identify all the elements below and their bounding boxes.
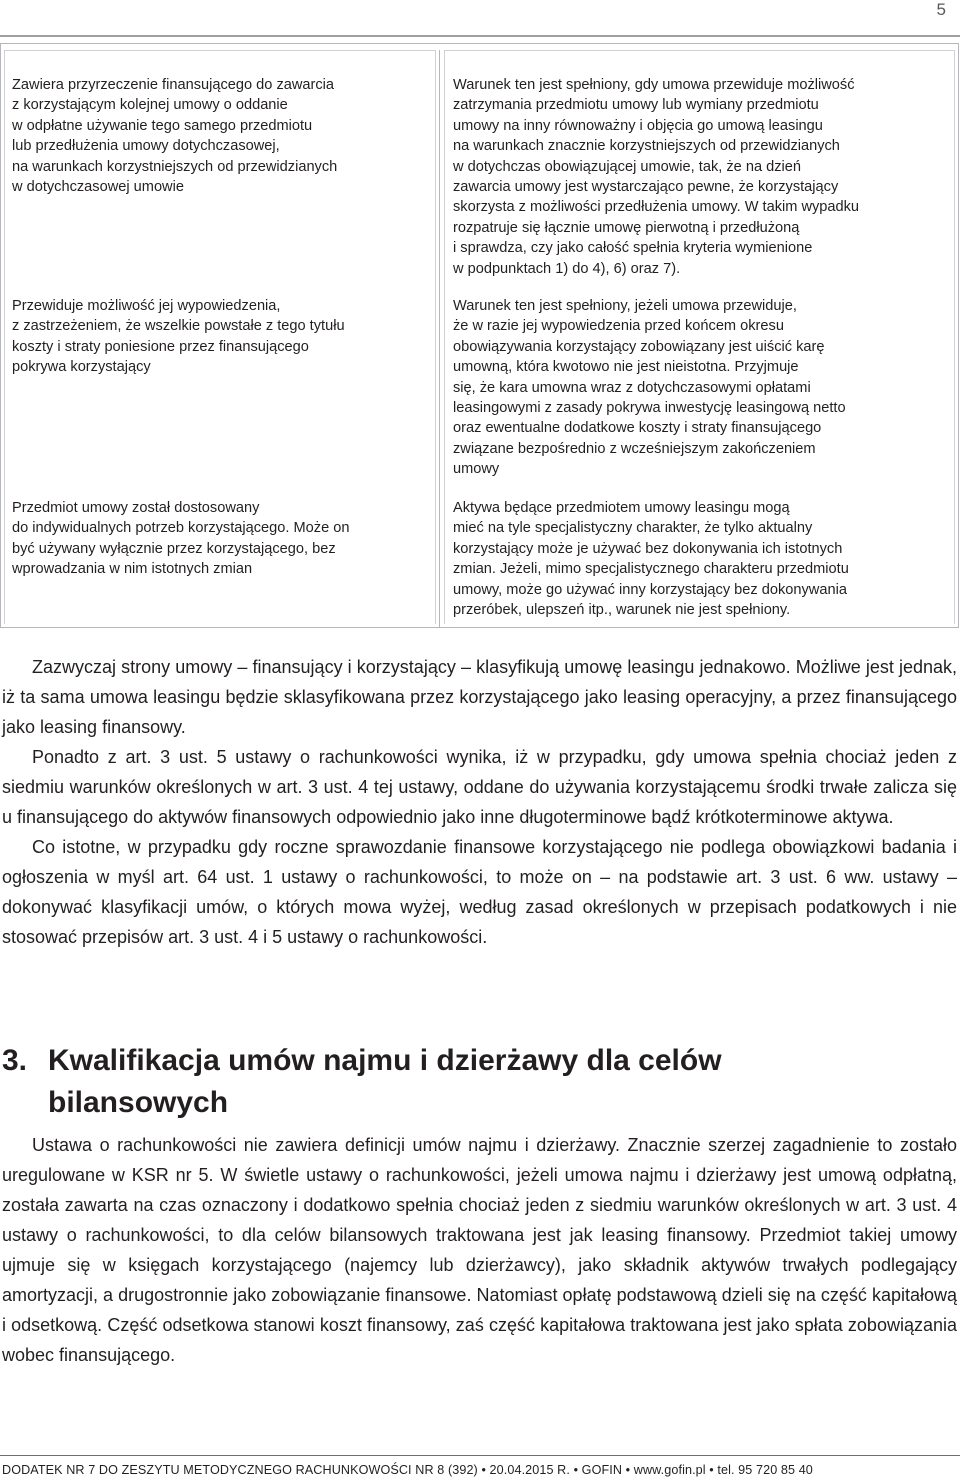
table-row-2-condition: Przewiduje możliwość jej wypowiedzenia, z zastrzeżeniem, że wszelkie powstałe z tego tytułu koszty i straty poniesione przez finansującego pokrywa korzystający — [12, 298, 345, 376]
body-text-lower — [2, 1130, 957, 1370]
header-rule — [0, 35, 960, 37]
section-heading — [2, 1040, 942, 1124]
section-title-line-2: bilansowych — [48, 1086, 229, 1119]
paragraph: Co istotne, w przypadku gdy roczne sprawozdanie finansowe korzystającego nie podlega obowiązkowi badania i ogłoszenia w myśl art. 64 ust. 1 ustawy o rachunkowości, to może on – na podstawie art. 3 ust. 6 ww. ustawy – dokonywać klasyfikacji umów, o których mowa wyżej, według zasad określonych w przepisach podatkowych i nie stosować przepisów art. 3 ust. 4 i 5 ustawy o rachunkowości. — [2, 837, 957, 947]
body-text-upper — [2, 652, 957, 952]
table-row-2-explanation: Warunek ten jest spełniony, jeżeli umowa przewiduje, że w razie jej wypowiedzenia przed końcem okresu obowiązywania korzystający zobowiązany jest uiścić karę umowną, która kwotowo nie jest nieistotna. Przyjmuje się, że kara umowna wraz z dotychczasowymi opłatami leasingowymi z zasady pokrywa inwestycję leasingową netto oraz ewentualne dodatkowe koszty i straty finansującego związane bezpośrednio z wcześniejszym zakończeniem umowy — [453, 298, 846, 478]
paragraph: Zazwyczaj strony umowy – finansujący i korzystający – klasyfikują umowę leasingu jednakowo. Możliwe jest jednak, iż ta sama umowa leasingu będzie sklasyfikowana przez korzystającego jako leasing operacyjny, a przez finansującego jako leasing finansowy. — [2, 657, 957, 737]
paragraph: Ustawa o rachunkowości nie zawiera definicji umów najmu i dzierżawy. Znacznie szerzej zagadnienie to zostało uregulowane w KSR nr 5. W świetle ustawy o rachunkowości, jeżeli umowa najmu i dzierżawy jest umową odpłatną, została zawarta na czas oznaczony i dodatkowo spełnia chociaż jeden z siedmiu warunków określonych w art. 3 ust. 4 ustawy o rachunkowości, to dla celów bilansowych traktowana jest jak leasing finansowy. Przedmiot takiej umowy ujmuje się w księgach korzystającego (najemcy lub dzierżawcy), jako składnik aktywów trwałych podlegający amortyzacji, a drugostronnie jako zobowiązanie finansowe. Natomiast opłatę podstawową dzieli się na część kapitałową i odsetkową. Część odsetkowa stanowi koszt finansowy, zaś część kapitałowa traktowana jest jako spłata zobowiązania wobec finansującego. — [2, 1135, 957, 1365]
section-number: 3. — [2, 1044, 28, 1077]
table-row-3-condition: Przedmiot umowy został dostosowany do indywidualnych potrzeb korzystającego. Może on być używany wyłącznie przez korzystającego, bez wprowadzania w nim istotnych zmian — [12, 500, 350, 578]
paragraph: Ponadto z art. 3 ust. 5 ustawy o rachunkowości wynika, iż w przypadku, gdy umowa spełnia chociaż jeden z siedmiu warunków określonych w art. 3 ust. 4 tej ustawy, oddane do używania korzystającemu środki trwałe zalicza się u finansującego do aktywów finansowych odpowiednio jako inne długoterminowe bądź krótkoterminowe aktywa. — [2, 747, 957, 827]
table-row-1-condition: Zawiera przyrzeczenie finansującego do zawarcia z korzystającym kolejnej umowy o oddanie w odpłatne używanie tego samego przedmiotu lub przedłużenia umowy dotychczasowej, na warunkach korzystniejszych od przewidzianych w dotychczasowej umowie — [12, 77, 338, 196]
page-number: 5 — [936, 0, 946, 19]
footer: DODATEK NR 7 DO ZESZYTU METODYCZNEGO RACHUNKOWOŚCI NR 8 (392) • 20.04.2015 R. • GOFIN • www.gofin.pl • tel. 95 720 85 40 — [2, 1463, 813, 1477]
section-title-line-1: Kwalifikacja umów najmu i dzierżawy dla celów — [48, 1044, 722, 1077]
table-row-3-explanation: Aktywa będące przedmiotem umowy leasingu mogą mieć na tyle specjalistyczny charakter, że tylko aktualny korzystający może je używać bez dokonywania ich istotnych zmian. Jeżeli, mimo specjalistycznego charakteru przedmiotu umowy, może go używać inny korzystający bez dokonywania przeróbek, ulepszeń itp., warunek nie jest spełniony. — [453, 500, 849, 619]
table-column-divider — [439, 50, 440, 627]
table-row-1-explanation: Warunek ten jest spełniony, gdy umowa przewiduje możliwość zatrzymania przedmiotu umowy lub wymiany przedmiotu umowy na inny równoważny i objęcia go umową leasingu na warunkach znacznie korzystniejszych od przewidzianych w dotychczas obowiązującej umowie, tak, że na dzień zawarcia umowy jest wystarczająco pewne, że korzystający skorzysta z możliwości przedłużenia umowy. W takim wypadku rozpatruje się łącznie umowę pierwotną i przedłużoną i sprawdza, czy jako całość spełnia kryteria wymienione w podpunktach 1) do 4), 6) oraz 7). — [453, 77, 860, 277]
footer-rule — [0, 1455, 960, 1456]
